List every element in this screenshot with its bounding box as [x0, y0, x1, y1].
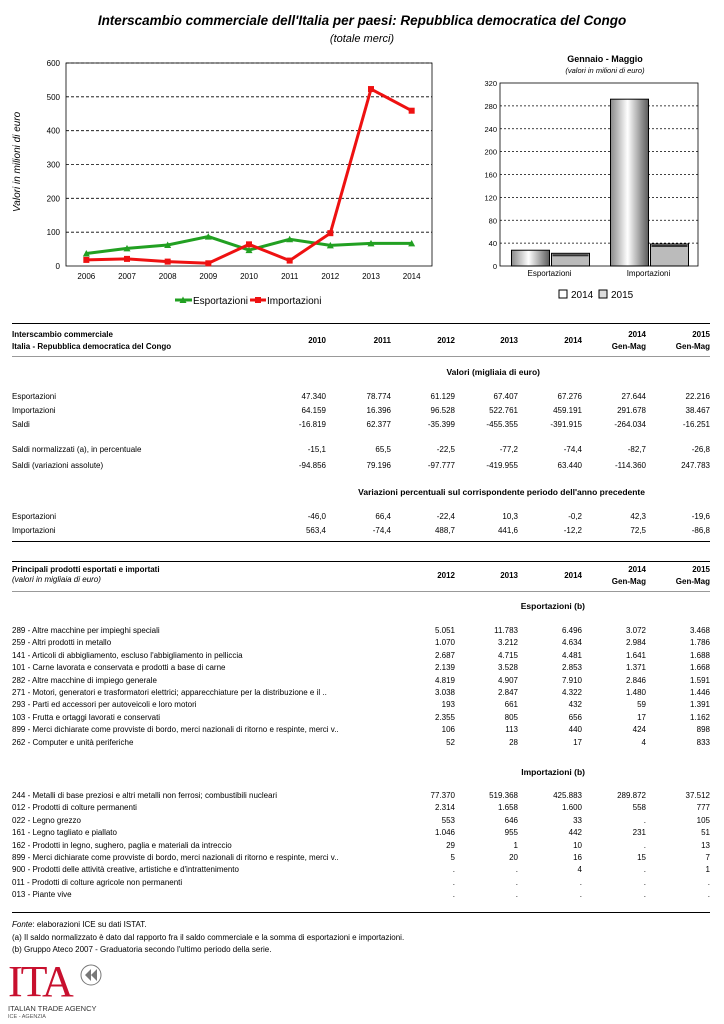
table2-imp-row-cell: 1	[513, 840, 518, 850]
bar-chart-bar-top	[652, 245, 688, 247]
table1-cell: 522.761	[489, 406, 518, 415]
table2-exp-row-cell: 1.591	[689, 675, 710, 685]
table2-exp-row-cell: 17	[637, 712, 646, 722]
table2-imp-row-label: 162 - Prodotti in legno, sughero, paglia e materiali da intreccio	[12, 840, 232, 850]
table2-exp-row-cell: 4.322	[561, 688, 582, 697]
table2-imp-section-title: Importazioni (b)	[521, 767, 585, 777]
table2-imp-row-cell: 553	[441, 815, 455, 825]
line-chart-xtick: 2014	[402, 272, 421, 281]
table2-exp-row-cell: 1.446	[689, 688, 710, 697]
table1-cell: 291.678	[617, 406, 646, 415]
table2-col-header: 2013	[500, 571, 518, 580]
table2-imp-row-cell: 77.370	[430, 791, 455, 800]
table1-header-line2: Italia - Repubblica democratica del Congo	[12, 342, 172, 351]
table1-cell: 10,3	[502, 512, 518, 521]
bar-chart-ytick: 0	[492, 262, 497, 271]
line-chart-ytick: 500	[46, 92, 60, 102]
line-chart-ytick: 400	[46, 126, 60, 136]
table1-section1-title: Valori (migliaia di euro)	[446, 367, 540, 377]
table1-cell: -74,4	[372, 526, 391, 535]
table1-cell: -0,2	[568, 512, 582, 521]
table2-exp-row-label: 289 - Altre macchine per impieghi speciali	[12, 626, 160, 635]
line-chart-point-imp	[327, 230, 333, 236]
table2-imp-row-cell: 646	[504, 815, 518, 825]
table1-cell: -16.819	[298, 420, 326, 429]
table2-imp-row-cell: 20	[509, 853, 518, 862]
line-chart-ytick: 300	[46, 160, 60, 170]
table2-exp-row-cell: 2.984	[625, 638, 646, 648]
table2-exp-row-label: 103 - Frutta e ortaggi lavorati e conservati	[12, 712, 161, 722]
table2-exp-section-title: Esportazioni (b)	[520, 601, 585, 611]
table2-imp-row-cell: .	[515, 877, 518, 887]
table2-imp-row-cell: 33	[573, 815, 582, 825]
table2-top-rule	[12, 561, 710, 562]
table2-exp-row-label: 101 - Carne lavorata e conservata e prodotti a base di carne	[12, 663, 226, 673]
table2-exp-row-cell: 4.715	[497, 650, 518, 660]
table2-exp-row-cell: 2.846	[625, 675, 646, 685]
table2-header-line2: (valori in migliaia di euro)	[12, 575, 101, 584]
table2-imp-row-cell: .	[643, 815, 646, 825]
table1-row-label: Importazioni	[12, 406, 56, 415]
table2-exp-row-cell: 193	[441, 700, 455, 710]
table2-exp-row-cell: 28	[509, 737, 518, 747]
table2-exp-row-cell: 432	[568, 700, 582, 710]
bar-chart-ytick: 240	[484, 124, 497, 134]
ita-logo	[8, 957, 108, 1020]
table2-imp-row-cell: .	[643, 865, 646, 875]
table1-cell: -77,2	[499, 445, 518, 454]
table2-exp-row-cell: 3.212	[497, 638, 518, 648]
footer-source-text: : elaborazioni ICE su dati ISTAT.	[32, 920, 147, 929]
table1-cell: 64.159	[301, 406, 326, 415]
table2-imp-row-cell: .	[452, 877, 455, 887]
bar-chart-ytick: 40	[488, 239, 497, 249]
bar-chart-ytick: 120	[484, 193, 497, 203]
line-chart-point-imp	[287, 258, 293, 264]
table1-cell: 459.191	[553, 406, 582, 415]
table1-cell: 563,4	[305, 526, 326, 535]
line-chart-point-imp	[165, 259, 171, 265]
table2-exp-row-cell: 2.139	[434, 663, 455, 673]
table2-bottom-rule	[12, 912, 710, 913]
table2-exp-row-cell: 11.783	[494, 626, 518, 635]
bar-chart-xtick: Importazioni	[626, 269, 671, 278]
table1-row-label: Saldi	[12, 420, 30, 429]
table2-imp-row-cell: .	[707, 890, 710, 900]
table1-cell: 72,5	[630, 526, 646, 535]
bar-chart-bar	[512, 250, 550, 266]
table1-cell: -16.251	[682, 420, 710, 429]
line-chart-ylabel: Valori in milioni di euro	[12, 111, 23, 212]
table2-exp-row-label: 271 - Motori, generatori e trasformatori elettrici; apparecchiature per la distribuzione e il ..	[12, 688, 327, 697]
table2-imp-row-cell: .	[452, 890, 455, 900]
table1-cell: 67.276	[557, 392, 582, 401]
table2-exp-row-cell: 6.496	[561, 626, 582, 635]
table1-cell: 96.528	[430, 406, 455, 415]
line-chart-xtick: 2009	[199, 272, 218, 281]
page-subtitle: (totale merci)	[329, 33, 395, 45]
table2-imp-row-cell: 7	[705, 853, 710, 862]
table2-imp-row-cell: .	[515, 865, 518, 875]
table1-col-subheader: Gen-Mag	[675, 342, 710, 351]
table1-cell: -74,4	[563, 445, 582, 454]
logo-agency: ITALIAN TRADE AGENCY	[8, 1004, 97, 1013]
bar-chart-xtick: Esportazioni	[527, 269, 572, 278]
table2-imp-row-cell: 16	[573, 853, 582, 862]
table1-row-label: Importazioni	[12, 526, 56, 535]
table2-exp-row-cell: 898	[696, 725, 710, 735]
table2-imp-row-cell: 2.314	[434, 803, 455, 813]
line-chart-xtick: 2013	[362, 272, 380, 281]
table1-col-subheader: Gen-Mag	[611, 342, 646, 351]
table1-cell: -114.360	[615, 461, 646, 470]
table2-header-rule	[12, 591, 710, 592]
table1-top-rule	[12, 323, 710, 324]
line-chart-xtick: 2006	[77, 272, 96, 281]
table1-cell: 488,7	[434, 526, 455, 535]
table2-imp-row-cell: .	[579, 877, 582, 887]
table1-cell: -19,6	[691, 512, 710, 521]
table1-col-header: 2012	[437, 336, 455, 345]
bar-chart-subtitle: (valori in milioni di euro)	[565, 66, 645, 75]
table2-imp-row-cell: 51	[701, 828, 710, 838]
table1-cell: -26,8	[691, 445, 710, 454]
table2-imp-row-cell: 13	[701, 840, 710, 850]
table2-imp-row-cell: 29	[446, 840, 455, 850]
line-chart-ytick: 0	[55, 262, 60, 271]
table2-exp-row-cell: 1.786	[689, 638, 710, 648]
table2-exp-row-label: 262 - Computer e unità periferiche	[12, 737, 134, 747]
bar-chart-bar-top	[553, 254, 589, 256]
table2-imp-row-cell: 1.600	[561, 803, 582, 813]
footer-source-label: Fonte	[12, 920, 33, 929]
table2-imp-row-label: 244 - Metalli di base preziosi e altri metalli non ferrosi; combustibili nucleari	[12, 791, 278, 800]
table1-row-label: Saldi (variazioni assolute)	[12, 461, 104, 470]
table2-col-subheader: Gen-Mag	[675, 577, 710, 586]
table1-row-label: Esportazioni	[12, 392, 57, 401]
table2-imp-row-label: 012 - Prodotti di colture permanenti	[12, 803, 137, 813]
table1-col-header: 2013	[500, 336, 518, 345]
table1-cell: -94.856	[298, 461, 326, 470]
table2-exp-row-cell: 106	[441, 725, 455, 735]
table2-exp-row-cell: 833	[696, 737, 710, 747]
bar-chart-legend-swatch-2014	[559, 290, 567, 298]
table1-section2-title: Variazioni percentuali sul corrispondente periodo dell'anno precedente	[358, 487, 645, 497]
table2-imp-row-label: 900 - Prodotti delle attività creative, artistiche e d'intrattenimento	[12, 865, 239, 875]
footer-source	[12, 920, 146, 929]
table2-imp-row-cell: 4	[577, 865, 582, 875]
table2-exp-row-cell: 3.468	[689, 626, 710, 635]
table1-cell: 67.407	[493, 392, 518, 401]
table2-imp-row-cell: .	[579, 890, 582, 900]
table2-header-line1: Principali prodotti esportati e importati	[12, 565, 160, 574]
table1-cell: -22,5	[436, 445, 455, 454]
bar-chart-ytick: 160	[484, 170, 497, 180]
table1-row-label: Esportazioni	[12, 512, 57, 521]
table2-imp-row-cell: .	[643, 890, 646, 900]
bar-chart-legend-label: 2015	[611, 290, 634, 301]
line-chart-point-imp	[246, 241, 252, 247]
table2-exp-row-cell: 113	[505, 725, 518, 735]
table2-exp-row-label: 899 - Merci dichiarate come provviste di bordo, merci nazionali di ritorno e respinte, merci v..	[12, 725, 339, 735]
table1-cell: 27.644	[621, 392, 646, 401]
table2-imp-row-cell: .	[643, 840, 646, 850]
table2-exp-row-cell: 656	[568, 712, 582, 722]
line-chart-legend-label: Importazioni	[267, 296, 322, 307]
table1-cell: -22,4	[436, 512, 455, 521]
table1-cell: 47.340	[301, 392, 326, 401]
table2-imp-row-cell: 105	[696, 815, 710, 825]
table2-exp-row-cell: 1.162	[689, 712, 710, 722]
bar-chart-bar	[651, 244, 689, 266]
table2-col-header: 2014	[564, 571, 582, 580]
table1-cell: 78.774	[366, 392, 391, 401]
table1-cell: 65,5	[375, 445, 391, 454]
table1-header-line1: Interscambio commerciale	[12, 330, 113, 339]
table2-exp-row-cell: 4.907	[497, 675, 518, 685]
table2-imp-row-cell: 231	[632, 828, 646, 838]
table1-col-header: 2015	[692, 330, 710, 339]
logo-emblem-icon	[80, 964, 102, 986]
table2-imp-row-cell: 1.658	[497, 803, 518, 813]
table2-imp-row-cell: 442	[568, 828, 582, 838]
table1-cell: 62.377	[366, 420, 391, 429]
table2-exp-row-cell: 4.481	[561, 650, 582, 660]
table1-row-label: Saldi normalizzati (a), in percentuale	[12, 445, 142, 454]
table1-cell: -455.355	[486, 420, 518, 429]
table1-cell: 66,4	[375, 512, 391, 521]
line-chart-point-imp	[368, 86, 374, 92]
table2-exp-row-cell: 3.038	[434, 688, 455, 697]
table2-exp-row-cell: 1.668	[689, 663, 710, 673]
table1-cell: -391.915	[550, 420, 582, 429]
bar-chart-ytick: 200	[484, 147, 497, 157]
line-chart-xtick: 2010	[240, 272, 258, 281]
table1-cell: 441,6	[497, 526, 518, 535]
table2-col-header: 2014	[628, 565, 646, 574]
bar-chart-ytick: 280	[484, 101, 497, 111]
table2-imp-row-label: 899 - Merci dichiarate come provviste di bordo, merci nazionali di ritorno e respinte, merci v..	[12, 853, 339, 862]
bar-chart-bar	[611, 99, 649, 266]
table2-exp-row-label: 259 - Altri prodotti in metallo	[12, 638, 112, 648]
table2-exp-row-cell: 661	[504, 700, 518, 710]
table1-cell: -82,7	[627, 445, 646, 454]
table2-col-subheader: Gen-Mag	[611, 577, 646, 586]
table2-exp-row-cell: 17	[573, 737, 582, 747]
table2-exp-row-cell: 3.072	[625, 626, 646, 635]
table2-exp-row-cell: 2.847	[497, 688, 518, 697]
table2-col-header: 2012	[437, 571, 455, 580]
table1-cell: 61.129	[430, 392, 455, 401]
table1-cell: -46,0	[307, 512, 326, 521]
line-chart-ytick: 200	[46, 194, 60, 204]
table1-col-header: 2014	[628, 330, 646, 339]
line-chart-legend-label: Esportazioni	[193, 296, 249, 307]
table1-cell: 79.196	[366, 461, 391, 470]
table2-imp-row-cell: 425.883	[553, 791, 582, 800]
table2-exp-row-cell: 2.355	[434, 712, 455, 722]
bar-chart-legend-swatch-2015	[599, 290, 607, 298]
line-chart-xtick: 2007	[118, 272, 136, 281]
table2-exp-row-cell: 440	[568, 725, 582, 735]
line-chart-point-imp	[409, 108, 415, 114]
table2-exp-row-cell: 2.853	[561, 663, 582, 673]
table2-exp-row-cell: 7.910	[561, 675, 582, 685]
table2-exp-row-label: 293 - Parti ed accessori per autoveicoli e loro motori	[12, 700, 197, 710]
table2-imp-row-cell: 558	[632, 803, 646, 813]
bar-chart-ytick: 80	[488, 216, 497, 226]
table2-exp-row-cell: 5.051	[434, 626, 455, 635]
table1-col-header: 2010	[308, 336, 326, 345]
line-chart-legend-marker-imp	[255, 297, 261, 303]
table2-exp-row-cell: 424	[632, 725, 646, 735]
table2-imp-row-cell: .	[707, 877, 710, 887]
bar-chart-title: Gennaio - Maggio	[567, 54, 643, 64]
table1-cell: 42,3	[630, 512, 646, 521]
line-chart-point-imp	[205, 260, 211, 266]
table1-cell: -86,8	[691, 526, 710, 535]
table2-imp-row-label: 022 - Legno grezzo	[12, 815, 81, 825]
table1-cell: -35.399	[427, 420, 455, 429]
table2-imp-row-cell: 10	[573, 840, 582, 850]
table2-imp-row-cell: 1	[705, 865, 710, 875]
table1-cell: -419.955	[486, 461, 518, 470]
table1-col-header: 2011	[373, 336, 391, 345]
table2-exp-row-cell: 1.070	[434, 638, 455, 648]
table1-cell: 38.467	[685, 406, 710, 415]
line-chart-point-imp	[83, 257, 89, 263]
table2-exp-row-cell: 1.391	[689, 700, 710, 710]
table2-imp-row-cell: 37.512	[685, 791, 710, 800]
table1-cell: 22.216	[685, 392, 710, 401]
table2-imp-row-cell: 15	[637, 853, 646, 862]
table1-cell: -12,2	[563, 526, 582, 535]
table2-imp-row-cell: .	[643, 877, 646, 887]
page-title: Interscambio commerciale dell'Italia per paesi: Repubblica democratica del Congo	[97, 13, 627, 28]
table2-exp-row-cell: 3.528	[497, 663, 518, 673]
table2-exp-row-cell: 1.641	[625, 650, 646, 660]
line-chart-ytick: 100	[46, 228, 60, 238]
table2-imp-row-cell: 519.368	[489, 791, 518, 800]
table2-exp-row-label: 141 - Articoli di abbigliamento, escluso l'abbigliamento in pelliccia	[12, 650, 243, 660]
table2-exp-row-cell: 52	[446, 737, 455, 747]
table2-exp-row-cell: 59	[637, 700, 646, 710]
table1-bottom-rule	[12, 541, 710, 542]
line-chart-ytick: 600	[46, 59, 60, 68]
table1-header-rule	[12, 356, 710, 357]
table2-imp-row-label: 011 - Prodotti di colture agricole non permanenti	[12, 877, 183, 887]
table2-col-header: 2015	[692, 565, 710, 574]
table2-exp-row-cell: 4.819	[434, 675, 455, 685]
line-chart-xtick: 2012	[321, 272, 340, 281]
bar-chart-legend-label: 2014	[571, 290, 594, 301]
table2-imp-row-label: 013 - Piante vive	[12, 890, 72, 900]
table1-cell: 63.440	[557, 461, 582, 470]
logo-sub: ICE - AGENZIA	[8, 1014, 46, 1020]
bar-chart-ytick: 320	[484, 79, 497, 88]
table2-imp-row-cell: 5	[450, 853, 455, 862]
table2-exp-row-cell: 2.687	[434, 650, 455, 660]
table2-exp-row-cell: 4.634	[561, 638, 582, 648]
table2-imp-row-cell: 1.046	[434, 828, 455, 838]
table2-imp-row-cell: 777	[696, 803, 710, 813]
bar-chart	[470, 75, 724, 310]
table1-cell: 16.396	[366, 406, 391, 415]
line-chart	[0, 50, 470, 320]
table1-col-header: 2014	[564, 336, 582, 345]
footer-note-b: (b) Gruppo Ateco 2007 - Graduatoria secondo l'ultimo periodo della serie.	[12, 945, 272, 954]
table1-cell: -97.777	[427, 461, 455, 470]
table2-exp-row-cell: 1.371	[625, 663, 646, 673]
table2-imp-row-cell: .	[515, 890, 518, 900]
table1-cell: 247.783	[681, 461, 710, 470]
logo-letters: ITA	[8, 957, 72, 1006]
line-chart-xtick: 2008	[158, 272, 177, 281]
table2-exp-row-label: 282 - Altre macchine di impiego generale	[12, 675, 157, 685]
table2-imp-row-label: 161 - Legno tagliato e piallato	[12, 828, 117, 838]
line-chart-point-imp	[124, 256, 130, 262]
table1-cell: -264.034	[614, 420, 646, 429]
table1-cell: -15,1	[307, 445, 326, 454]
table2-exp-row-cell: 4	[641, 737, 646, 747]
table2-imp-row-cell: 955	[504, 828, 518, 838]
line-chart-xtick: 2011	[281, 272, 299, 281]
footer-note-a: (a) Il saldo normalizzato è dato dal rapporto fra il saldo commerciale e la somma di esportazioni e importazioni.	[12, 933, 405, 942]
table2-imp-row-cell: .	[452, 865, 455, 875]
table2-exp-row-cell: 805	[504, 712, 518, 722]
table2-exp-row-cell: 1.688	[689, 650, 710, 660]
table2-exp-row-cell: 1.480	[625, 688, 646, 697]
table2-imp-row-cell: 289.872	[617, 791, 646, 800]
